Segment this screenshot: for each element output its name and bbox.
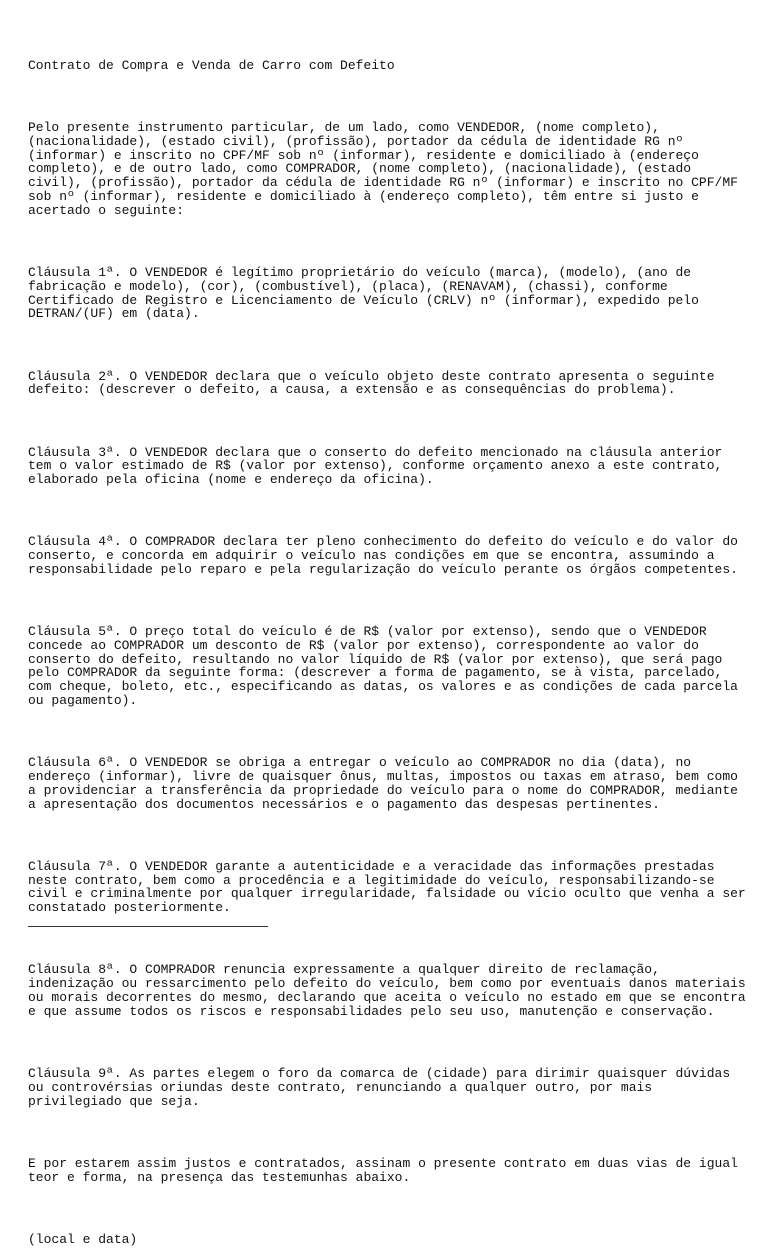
contract-document <box>28 31 748 1260</box>
clause-1: Cláusula 1ª. O VENDEDOR é legítimo proprietário do veículo (marca), (modelo), (ano de fabricação e modelo), (cor), (combustível), (placa), (RENAVAM), (chassi), conforme Certificado de Registro e Licenciamento de Veículo (CRLV) nº (informar), expedido pelo DETRAN/(UF) em (data). <box>28 264 699 322</box>
clause-4: Cláusula 4ª. O COMPRADOR declara ter pleno conhecimento do defeito do veículo e do valor do conserto, e concorda em adquirir o veículo nas condições em que se encontra, assumindo a responsabilidade pelo reparo e pela regularização do veículo perante os órgãos competentes. <box>28 534 738 577</box>
clause-6: Cláusula 6ª. O VENDEDOR se obriga a entregar o veículo ao COMPRADOR no dia (data), no endereço (informar), livre de quaisquer ônus, multas, impostos ou taxas em atraso, bem como a providenciar a transferência da propriedade do veículo para o nome do COMPRADOR, mediante a apresentação dos documentos necessários e o pagamento das despesas pertinentes. <box>28 755 738 812</box>
clause-7: Cláusula 7ª. O VENDEDOR garante a autenticidade e a veracidade das informações prestadas neste contrato, bem como a procedência e a legitimidade do veículo, responsabilizando-se civil e criminalmente por qualquer irregularidade, falsidade ou vício oculto que venha a ser constatado posteriormente. <box>28 858 746 916</box>
clause-3: Cláusula 3ª. O VENDEDOR declara que o conserto do defeito mencionado na cláusula anterior tem o valor estimado de R$ (valor por extenso), conforme orçamento anexo a este contrato, elaborado pela oficina (nome e endereço da oficina). <box>28 444 723 488</box>
clause-9: Cláusula 9ª. As partes elegem o foro da comarca de (cidade) para dirimir quaisquer dúvidas ou controvérsias oriundas deste contrato, renunciando a qualquer outro, por mais privilegiado que seja. <box>28 1065 731 1109</box>
closing-paragraph: E por estarem assim justos e contratados, assinam o presente contrato em duas vias de igual teor e forma, na presença das testemunhas abaixo. <box>28 1155 738 1185</box>
signature-line <box>28 926 268 927</box>
clause-8: Cláusula 8ª. O COMPRADOR renuncia expressamente a qualquer direito de reclamação, indenização ou ressarcimento pelo defeito do veículo, bem como por eventuais danos materiais ou morais decorrentes do mesmo, declarando que aceita o veículo no estado em que se encontra e que assume todos os riscos e responsabilidades pelo seu uso, manutenção e conservação. <box>28 962 746 1019</box>
document-title: Contrato de Compra e Venda de Carro com Defeito <box>28 57 395 73</box>
clause-5: Cláusula 5ª. O preço total do veículo é de R$ (valor por extenso), sendo que o VENDEDOR concede ao COMPRADOR um desconto de R$ (valor por extenso), correspondente ao valor do conserto do defeito, resultando no valor líquido de R$ (valor por extenso), que será pago pelo COMPRADOR da seguinte forma: (descrever a forma de pagamento, se à vista, parcelado, com cheque, boleto, etc., especificando as datas, os valores e as condições de cada parcela ou pagamento). <box>28 624 738 709</box>
local-and-date: (local e data) <box>28 1231 138 1247</box>
intro-paragraph: Pelo presente instrumento particular, de um lado, como VENDEDOR, (nome completo), (nacionalidade), (estado civil), (profissão), portador da cédula de identidade RG nº (informar) e inscrito no CPF/MF sob nº (informar), residente e domiciliado à (endereço completo), e de outro lado, como COMPRADOR, (nome completo), (nacionalidade), (estado civil), (profissão), portador da cédula de identidade RG nº (informar) e inscrito no CPF/MF sob nº (informar), residente e domiciliado à (endereço completo), têm entre si justo e acertado o seguinte: <box>28 119 738 218</box>
clause-2: Cláusula 2ª. O VENDEDOR declara que o veículo objeto deste contrato apresenta o seguinte defeito: (descrever o defeito, a causa, a extensão e as consequências do problema). <box>28 368 715 398</box>
